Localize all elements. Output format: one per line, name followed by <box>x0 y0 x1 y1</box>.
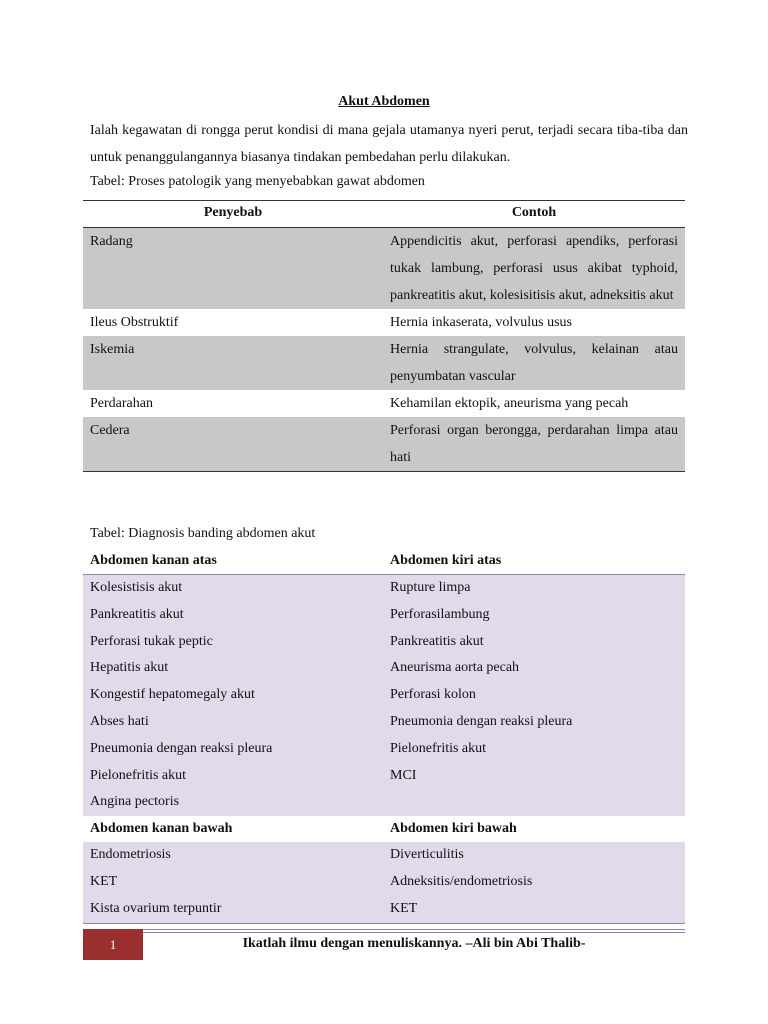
table-row <box>83 763 685 790</box>
diagnosis-cell: KET <box>383 896 685 923</box>
diagnosis-cell: Diverticulitis <box>383 842 685 869</box>
table-row <box>83 602 685 629</box>
diagnosis-cell: Rupture limpa <box>383 575 685 602</box>
diagnosis-cell: Kongestif hepatomegaly akut <box>83 682 383 709</box>
upper-header-row <box>83 548 685 575</box>
page-title: Akut Abdomen <box>338 94 430 109</box>
diagnosis-cell: Kista ovarium terpuntir <box>83 896 383 923</box>
header-left-lower: Abdomen kiri bawah <box>383 816 685 842</box>
header-contoh: Contoh <box>511 205 557 220</box>
table-row <box>83 629 685 656</box>
cause-cell: Ileus Obstruktif <box>90 315 179 330</box>
table-row <box>83 309 685 336</box>
diagnosis-cell: KET <box>83 869 383 896</box>
table-row <box>83 789 685 816</box>
intro-paragraph: Ialah kegawatan di rongga perut kondisi di mana gejala utamanya nyeri perut, terjadi secara tiba-tiba dan untuk penanggulangannya biasanya tindakan pembedahan perlu dilakukan. <box>90 123 688 165</box>
cause-cell: Perdarahan <box>90 396 153 411</box>
footer-divider <box>143 929 685 930</box>
table-row <box>83 655 685 682</box>
header-left-upper: Abdomen kiri atas <box>383 548 685 575</box>
diagnosis-cell: Pielonefritis akut <box>83 763 383 790</box>
footer-quote: Ikatlah ilmu dengan menuliskannya. –Ali bin Abi Thalib- <box>242 936 586 951</box>
example-cell: Appendicitis akut, perforasi apendiks, perforasi tukak lambung, perforasi usus akibat typhoid, pankreatitis akut, kolesisitisis akut, adneksitis akut <box>383 228 685 310</box>
header-penyebab: Penyebab <box>203 205 263 220</box>
example-cell: Hernia inkaserata, volvulus usus <box>390 315 572 330</box>
table2-caption: Tabel: Diagnosis banding abdomen akut <box>90 526 316 541</box>
diagnosis-cell: Pankreatitis akut <box>83 602 383 629</box>
table-row <box>83 417 685 472</box>
diagnosis-cell: Perforasi tukak peptic <box>83 629 383 656</box>
example-cell: Hernia strangulate, volvulus, kelainan atau penyumbatan vascular <box>383 336 685 390</box>
diagnosis-cell: Adneksitis/endometriosis <box>383 869 685 896</box>
diagnosis-cell: Pielonefritis akut <box>383 736 685 763</box>
diagnosis-cell: Pneumonia dengan reaksi pleura <box>383 709 685 736</box>
pathology-table <box>83 200 685 472</box>
diagnosis-cell: Hepatitis akut <box>83 655 383 682</box>
differential-diagnosis-table <box>83 548 685 924</box>
header-right-upper: Abdomen kanan atas <box>83 548 383 575</box>
diagnosis-cell <box>383 789 685 816</box>
diagnosis-cell: Abses hati <box>83 709 383 736</box>
table-row <box>83 709 685 736</box>
diagnosis-cell: MCI <box>383 763 685 790</box>
table-row <box>83 336 685 390</box>
diagnosis-cell: Perforasi kolon <box>383 682 685 709</box>
table-row <box>83 842 685 869</box>
table1-header-row <box>83 201 685 228</box>
example-cell: Kehamilan ektopik, aneurisma yang pecah <box>390 396 629 411</box>
table-row <box>83 228 685 310</box>
footer-divider-secondary <box>143 932 685 933</box>
cause-cell: Radang <box>83 228 383 310</box>
example-cell: Perforasi organ berongga, perdarahan limpa atau hati <box>383 417 685 472</box>
diagnosis-cell: Aneurisma aorta pecah <box>383 655 685 682</box>
page-number: 1 <box>83 929 143 960</box>
diagnosis-cell: Kolesistisis akut <box>83 575 383 602</box>
cause-cell: Cedera <box>83 417 383 472</box>
table-row <box>83 869 685 896</box>
diagnosis-cell: Perforasilambung <box>383 602 685 629</box>
header-right-lower: Abdomen kanan bawah <box>83 816 383 842</box>
table-row <box>83 736 685 763</box>
table-row <box>83 896 685 923</box>
lower-header-row <box>83 816 685 842</box>
diagnosis-cell: Pneumonia dengan reaksi pleura <box>83 736 383 763</box>
table-row <box>83 682 685 709</box>
cause-cell: Iskemia <box>83 336 383 390</box>
diagnosis-cell: Pankreatitis akut <box>383 629 685 656</box>
table-row <box>83 575 685 602</box>
table-row <box>83 390 685 417</box>
diagnosis-cell: Angina pectoris <box>83 789 383 816</box>
diagnosis-cell: Endometriosis <box>83 842 383 869</box>
table1-caption: Tabel: Proses patologik yang menyebabkan gawat abdomen <box>90 174 425 189</box>
